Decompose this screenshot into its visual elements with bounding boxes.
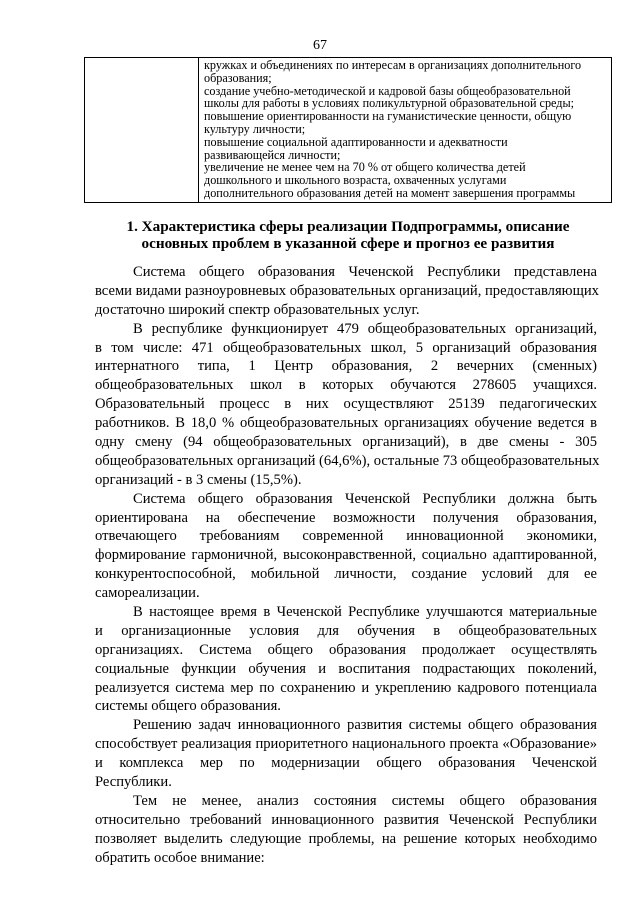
paragraph-line: общеобразовательных школ в которых обучаются 278605 учащихся. (95, 377, 597, 394)
table-text-line: увеличение не менее чем на 70 % от общего количества детей (204, 160, 526, 175)
paragraph-line: Образовательный процесс в них осуществляют 25139 педагогических (95, 396, 597, 413)
paragraph-line: Система общего образования Чеченской Республики представлена (133, 264, 597, 280)
paragraph-line: Система общего образования Чеченской Республики должна быть (133, 490, 597, 507)
paragraph (95, 263, 597, 320)
paragraph-line: конкурентоспособной, мобильной личности, создание условий для ее (95, 566, 597, 583)
table-text-line: повышение социальной адаптированности и адекватности (204, 134, 508, 149)
body-text (95, 263, 600, 868)
continuation-table (84, 57, 612, 203)
paragraph (95, 792, 597, 868)
table-row (85, 58, 612, 203)
paragraph-line: социальные функции обучения и воспитания подрастающих поколений, (95, 660, 597, 677)
table-cell-text (199, 58, 611, 200)
paragraph-line: Республики. (95, 774, 172, 791)
paragraph-line: общеобразовательных организаций (64,6%), остальные 73 общеобразовательных (95, 452, 600, 469)
paragraph (95, 490, 597, 603)
paragraph (95, 603, 597, 716)
paragraph-line: в том числе: 471 общеобразовательных школ, 5 организаций образования (95, 339, 597, 356)
paragraph-line: способствует реализация приоритетного национального проекта «Образование» (95, 736, 597, 753)
paragraph-line: формирование гармоничной, высоконравственной, социально адаптированной, (95, 547, 597, 564)
paragraph-line: одну смену (94 общеобразовательных организаций), в две смены - 305 (95, 434, 597, 451)
paragraph-line: организаций - в 3 смены (15,5%). (95, 471, 302, 488)
section-heading (84, 219, 612, 252)
paragraph-line: относительно требований инновационного развития Чеченской Республики (95, 811, 597, 828)
table-text-line: кружках и объединениях по интересам в организациях дополнительного (204, 58, 582, 72)
paragraph-line: организациях. Система общего образования продолжает осуществлять (95, 641, 597, 658)
paragraph-line: системы общего образования. (95, 698, 281, 715)
table-text-line: развивающейся личности; (204, 147, 341, 162)
paragraph-line: и комплекса мер по модернизации общего образования Чеченской (95, 755, 597, 772)
table-text-line: дополнительного образования детей на момент завершения программы (204, 185, 576, 200)
heading-line: 1. Характеристика сферы реализации Подпрограммы, описание (126, 218, 570, 235)
table-text-line: школы для работы в условиях поликультурной образовательной среды; (204, 96, 575, 111)
paragraph-line: отвечающего требованиям современной инновационной экономики, (95, 528, 597, 545)
page-number: 67 (313, 38, 327, 53)
paragraph-line: В республике функционирует 479 общеобразовательных организаций, (133, 320, 597, 337)
table-text-line: образования; (204, 70, 272, 85)
paragraph-line: и организационные условия для обучения в общеобразовательных (95, 622, 597, 639)
paragraph-line: достаточно широкий спектр образовательных услуг. (95, 301, 420, 318)
table-text-line: повышение ориентированности на гуманистические ценности, общую (204, 109, 572, 124)
heading-line: основных проблем в указанной сфере и прогноз ее развития (141, 234, 555, 252)
table-text-line: создание учебно-методической и кадровой базы общеобразовательной (204, 83, 571, 98)
paragraph-line: работников. В 18,0 % общеобразовательных организациях обучение ведется в (95, 415, 597, 432)
paragraph-line: всеми видами разноуровневых образовательных организаций, предоставляющих (95, 282, 599, 299)
paragraph-line: Тем не менее, анализ состояния системы общего образования (133, 792, 597, 809)
paragraph-line: Решению задач инновационного развития системы общего образования (133, 717, 597, 734)
paragraph-line: позволяет выделить следующие проблемы, на решение которых необходимо (95, 830, 597, 847)
paragraph-line: ориентирована на обеспечение возможности получения образования, (95, 509, 597, 526)
paragraph-line: обратить особое внимание: (95, 849, 265, 866)
paragraph-line: самореализации. (95, 585, 200, 602)
table-cell-content (199, 58, 612, 203)
table-text-line: дошкольного и школьного возраста, охваченных услугами (204, 173, 507, 188)
paragraph-line: реализуется система мер по сохранению и укреплению кадрового потенциала (95, 679, 597, 696)
table-text-line: культуру личности; (204, 121, 306, 136)
paragraph (95, 320, 600, 490)
paragraph (95, 716, 597, 792)
paragraph-line: интернатного типа, 1 Центр образования, 2 вечерних (сменных) (95, 358, 597, 375)
table-cell-empty (85, 58, 199, 203)
paragraph-line: В настоящее время в Чеченской Республике улучшаются материальные (133, 604, 597, 621)
